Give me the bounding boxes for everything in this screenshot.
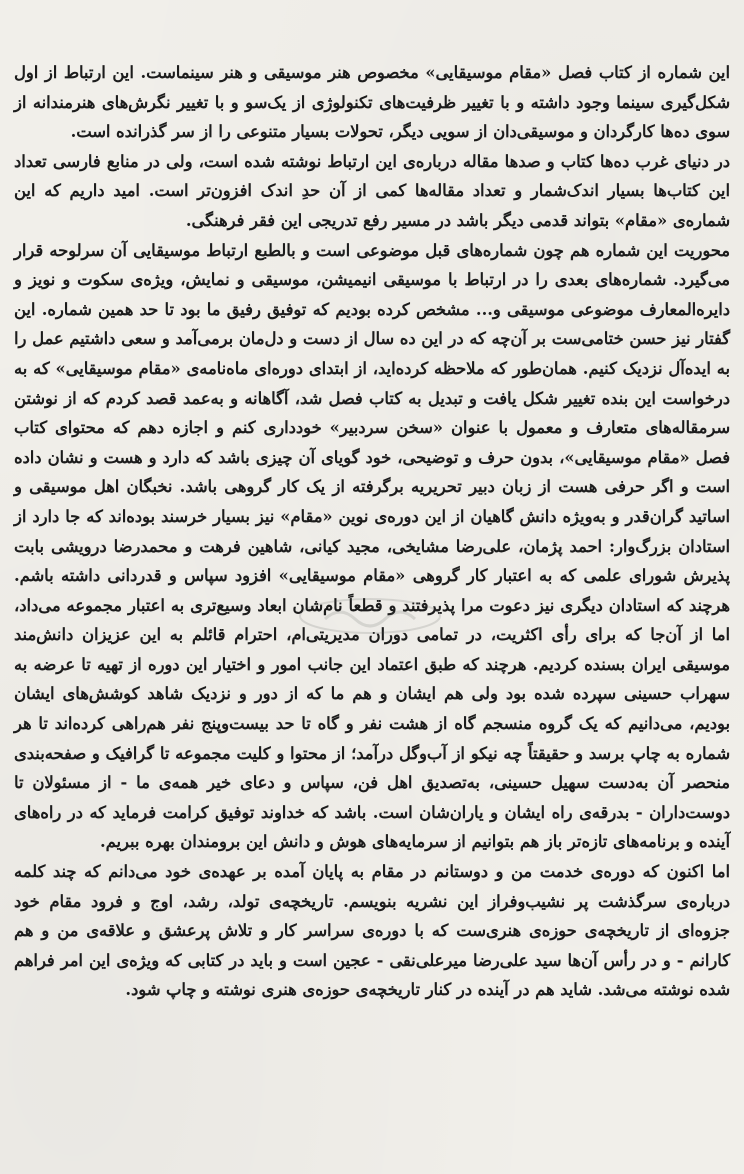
paragraph-1: این شماره از کتاب فصل «مقام موسیقایی» مخصوص هنر موسیقی و هنر سینماست. این ارتباط از اول شکل‌گیری سینما وجود داشته و با تغییر ظرفیت‌های تکنولوژی از یک‌سو و با تغییر نگرش‌های هنرمندانه از سوی ده‌ها کارگردان و موسیقی‌دان از سویی دیگر، تحولات بسیار متنوعی را از سر گذرانده است. <box>14 63 730 142</box>
paragraph-2: در دنیای غرب ده‌ها کتاب و صدها مقاله درباره‌ی این ارتباط نوشته شده است، ولی در منابع فارسی تعداد این کتاب‌ها بسیار اندک‌شمار و تعداد مقاله‌ها کمی از آن حدِ اندک افزون‌تر است. امید داریم که این شماره‌ی «مقام» بتواند قدمی دیگر باشد در مسیر رفع تدریجی این فقر فرهنگی. <box>14 151 730 230</box>
paragraph-3: محوریت این شماره هم چون شماره‌های قبل موضوعی است و بالطبع ارتباط موسیقایی آن سرلوحه قرار می‌گیرد. شماره‌های بعدی را در ارتباط با موسیقی انیمیشن، موسیقی و نمایش، ویژه‌ی سکوت و نویز و دایره‌المعارف موضوعی موسیقی و... مشخص کرده بودیم که توفیق رفیق ما بود تا حد همین شماره. این گفتار نیز حسن ختامی‌ست بر آن‌چه که در این ده سال از دست و دل‌مان برمی‌آمد و سعی داشتیم عمل را به ایده‌آل نزدیک کنیم. همان‌طور که ملاحظه کرده‌اید، از ابتدای دوره‌ای ماه‌نامه‌ی «مقام موسیقایی» که به درخواست این بنده تغییر شکل یافت و تبدیل به کتاب فصل شد، آگاهانه و به‌عمد قصد کردم که از نوشتن سرمقاله‌های متعارف و معمول با عنوان «سخن سردبیر» خودداری کنم و اجازه دهم که محتوای کتاب فصل «مقام موسیقایی»، بدون حرف و توضیحی، خود گویای آن چیزی باشد که دارد و هست و نشان داده است و اگر حرفی هست از زبان دبیر تحریریه برگرفته از یک کار گروهی باشد. نخبگان اهل موسیقی و اساتید گران‌قدر و به‌ویژه دانش گاهیان از این دوره‌ی نوین «مقام» نیز بسیار خرسند بوده‌اند که جا دارد از استادان بزرگ‌وار: احمد پژمان، علی‌رضا مشایخی، مجید کیانی، شاهین فرهت و محمدرضا درویشی بابت پذیرش شورای علمی که به اعتبار کار گروهی «مقام موسیقایی» افزود سپاس و قدردانی داشته باشم. هرچند که استادان دیگری نیز دعوت مرا پذیرفتند و قطعاً نام‌شان ابعاد وسیع‌تری به اعتبار مجموعه می‌داد، اما از آن‌جا که برای رأی اکثریت، در تمامی دوران مدیریتی‌ام، احترام قائلم به این عزیزان دانش‌مند موسیقی ایران بسنده کردیم. هرچند که طبق اعتماد این جانب امور و اختیار این دوره از تهیه تا عرضه به سهراب حسینی سپرده شده بود ولی هم ایشان و هم ما که از دور و نزدیک شاهد کوشش‌های ایشان بودیم، می‌دانیم که یک گروه منسجم گاه از هشت نفر و گاه تا حد بیست‌وپنج نفر هم‌راهی کرده‌اند تا هر شماره به چاپ برسد و حقیقتاً چه نیکو از آب‌وگل درآمد؛ از محتوا و کلیت مجموعه تا گرافیک و صفحه‌بندی منحصر آن به‌دست سهیل حسینی، به‌تصدیق اهل فن، سپاس و دعای خیر همه‌ی ما - از مسئولان تا دوست‌داران - بدرقه‌ی راه ایشان و یاران‌شان است. باشد که خداوند توفیق کرامت فرماید که در راه‌های آینده و برنامه‌های تازه‌تر باز هم بتوانیم از سرمایه‌های هوش و دانش این برومندان بهره ببریم. <box>14 240 730 852</box>
paragraph-4: اما اکنون که دوره‌ی خدمت من و دوستانم در مقام به پایان آمده بر عهده‌ی خود می‌دانم که چند کلمه درباره‌ی سرگذشت پر نشیب‌وفراز این نشریه بنویسم. تاریخچه‌ی تولد، رشد، اوج و فرود مقام خود جزوه‌ای از تاریخچه‌ی حوزه‌ی هنری‌ست که با دوره‌ی سراسر کار و تلاش پرعشق و علاقه‌ی من و هم کارانم - و در رأس آن‌ها سید علی‌رضا میرعلی‌نقی - عجین است و باید در کتابی که ویژه‌ی این امر فراهم شده نوشته می‌شد. شاید هم در آینده در کنار تاریخچه‌ی حوزه‌ی هنری نوشته و چاپ شود. <box>14 862 730 1000</box>
